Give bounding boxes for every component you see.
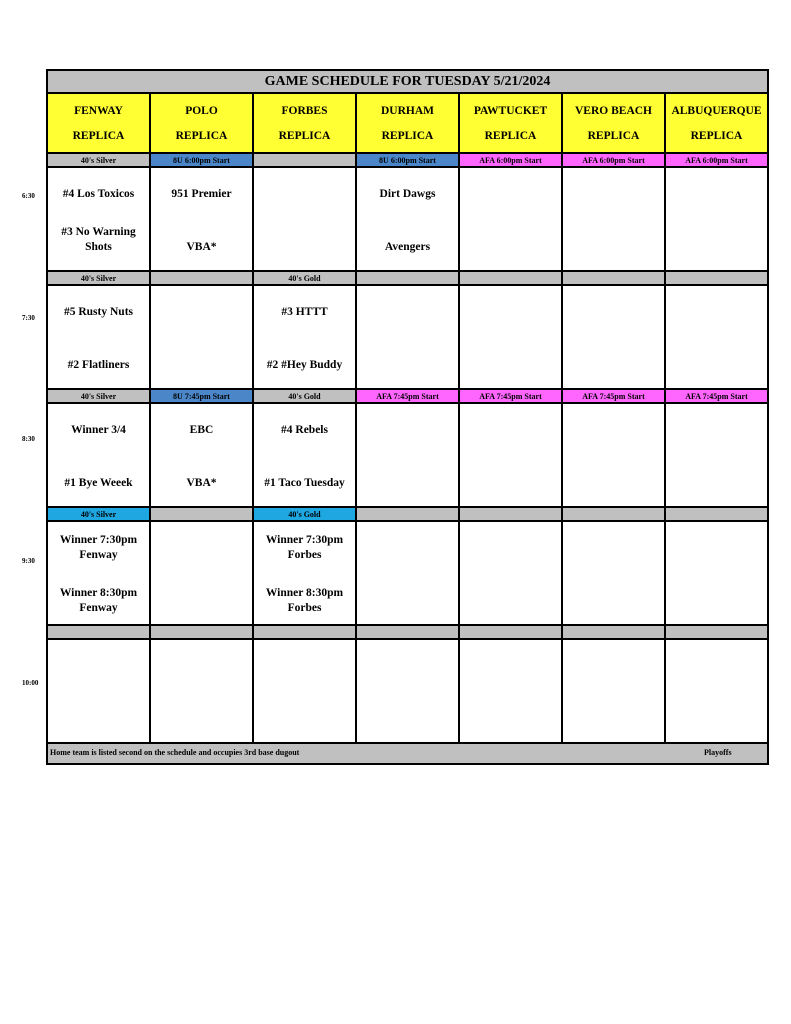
field-header-forbes (254, 94, 357, 154)
division-band (563, 508, 666, 522)
field-name: POLO (185, 104, 218, 117)
division-band (48, 626, 151, 640)
division-band (666, 272, 767, 286)
division-band (151, 508, 254, 522)
away-team: 951 Premier (171, 188, 232, 200)
field-sub: REPLICA (690, 129, 743, 142)
away-team: #3 HTTT (281, 306, 328, 318)
division-band: 40's Silver (48, 390, 151, 404)
away-team: #5 Rusty Nuts (63, 306, 133, 318)
division-band: AFA 6:00pm Start (460, 154, 563, 168)
division-band: AFA 7:45pm Start (563, 390, 666, 404)
game-cell (357, 168, 460, 272)
game-cell (151, 286, 254, 390)
home-team: Winner 8:30pm Forbes (265, 587, 344, 614)
game-cell (460, 522, 563, 626)
field-header-albuquerque (666, 94, 767, 154)
field-sub: REPLICA (72, 129, 125, 142)
game-cell (254, 522, 357, 626)
game-cell (460, 404, 563, 508)
division-band: 40's Gold (254, 390, 357, 404)
time-label-730: 7:30 (22, 314, 35, 322)
time-slot-row (48, 286, 767, 390)
home-team: Winner 8:30pm Fenway (59, 587, 138, 614)
game-cell (357, 640, 460, 744)
division-band: 8U 6:00pm Start (357, 154, 460, 168)
division-band: AFA 7:45pm Start (666, 390, 767, 404)
time-label-1000: 10:00 (22, 679, 39, 687)
division-band: 8U 7:45pm Start (151, 390, 254, 404)
playoffs-label: Playoffs (704, 748, 732, 757)
division-band: AFA 7:45pm Start (460, 390, 563, 404)
division-band (254, 626, 357, 640)
away-team: #4 Los Toxicos (62, 188, 135, 200)
away-team: Winner 3/4 (71, 424, 126, 436)
home-team: VBA* (186, 241, 217, 253)
division-band (460, 508, 563, 522)
game-cell (48, 404, 151, 508)
game-cell (563, 168, 666, 272)
away-team: Winner 7:30pm Forbes (265, 534, 344, 561)
game-cell (563, 522, 666, 626)
game-cell (563, 640, 666, 744)
division-band (563, 626, 666, 640)
home-team: VBA* (186, 477, 217, 489)
field-sub: REPLICA (278, 129, 331, 142)
field-name: DURHAM (380, 104, 435, 117)
game-cell (460, 286, 563, 390)
division-band: AFA 7:45pm Start (357, 390, 460, 404)
game-cell (254, 640, 357, 744)
game-cell (151, 640, 254, 744)
division-band (460, 272, 563, 286)
game-cell (563, 404, 666, 508)
field-header-fenway (48, 94, 151, 154)
field-header-vero-beach (563, 94, 666, 154)
game-cell (666, 168, 767, 272)
field-sub: REPLICA (175, 129, 228, 142)
division-band (254, 154, 357, 168)
game-cell (254, 168, 357, 272)
field-sub: REPLICA (381, 129, 434, 142)
away-team: Dirt Dawgs (379, 188, 436, 200)
schedule-table (46, 69, 769, 765)
division-band (563, 272, 666, 286)
game-cell (151, 522, 254, 626)
game-cell (48, 640, 151, 744)
division-band (357, 508, 460, 522)
field-sub: REPLICA (484, 129, 537, 142)
game-cell (563, 286, 666, 390)
game-cell (666, 522, 767, 626)
home-team: #1 Bye Weeek (64, 477, 133, 489)
time-label-830: 8:30 (22, 435, 35, 443)
game-cell (357, 522, 460, 626)
away-team: EBC (189, 424, 214, 436)
home-team: #1 Taco Tuesday (264, 477, 345, 489)
game-cell (48, 286, 151, 390)
footer-bar (48, 744, 767, 763)
field-name: VERO BEACH (575, 104, 652, 117)
time-label-630: 6:30 (22, 192, 35, 200)
game-cell (254, 404, 357, 508)
game-cell (151, 404, 254, 508)
field-name: FENWAY (74, 104, 123, 117)
division-band (151, 626, 254, 640)
division-band-row (48, 390, 767, 404)
away-team: #4 Rebels (281, 424, 328, 436)
division-band: AFA 6:00pm Start (563, 154, 666, 168)
time-label-930: 9:30 (22, 557, 35, 565)
game-cell (254, 286, 357, 390)
division-band: 8U 6:00pm Start (151, 154, 254, 168)
field-header-pawtucket (460, 94, 563, 154)
time-slot-row (48, 640, 767, 744)
division-band-row (48, 508, 767, 522)
field-sub: REPLICA (587, 129, 640, 142)
division-band (151, 272, 254, 286)
home-team: #2 #Hey Buddy (266, 359, 343, 371)
time-slot-row (48, 522, 767, 626)
home-team: Avengers (384, 241, 431, 253)
division-band (460, 626, 563, 640)
division-band (666, 626, 767, 640)
division-band (666, 508, 767, 522)
game-cell (666, 404, 767, 508)
away-team: Winner 7:30pm Fenway (59, 534, 138, 561)
home-team-note: Home team is listed second on the schedule and occupies 3rd base dugout (50, 748, 300, 757)
field-name: PAWTUCKET (473, 104, 548, 117)
division-band (357, 272, 460, 286)
division-band-row (48, 626, 767, 640)
game-cell (357, 286, 460, 390)
division-band: 40's Gold (254, 272, 357, 286)
game-cell (460, 640, 563, 744)
game-cell (666, 640, 767, 744)
home-team: #3 No Warning Shots (61, 226, 136, 253)
division-band (357, 626, 460, 640)
division-band: 40's Silver (48, 508, 151, 522)
division-band: 40's Gold (254, 508, 357, 522)
division-band: 40's Silver (48, 154, 151, 168)
time-slot-row (48, 404, 767, 508)
field-name: FORBES (281, 104, 328, 117)
game-cell (357, 404, 460, 508)
game-cell (48, 168, 151, 272)
schedule-title: GAME SCHEDULE FOR TUESDAY 5/21/2024 (48, 71, 767, 94)
game-cell (666, 286, 767, 390)
field-header-durham (357, 94, 460, 154)
division-band: 40's Silver (48, 272, 151, 286)
game-cell (48, 522, 151, 626)
division-band-row (48, 272, 767, 286)
time-slot-row (48, 168, 767, 272)
game-cell (460, 168, 563, 272)
field-name: ALBUQUERQUE (671, 104, 762, 117)
division-band-row (48, 154, 767, 168)
home-team: #2 Flatliners (67, 359, 130, 371)
field-header-row (48, 94, 767, 154)
division-band: AFA 6:00pm Start (666, 154, 767, 168)
field-header-polo (151, 94, 254, 154)
game-cell (151, 168, 254, 272)
